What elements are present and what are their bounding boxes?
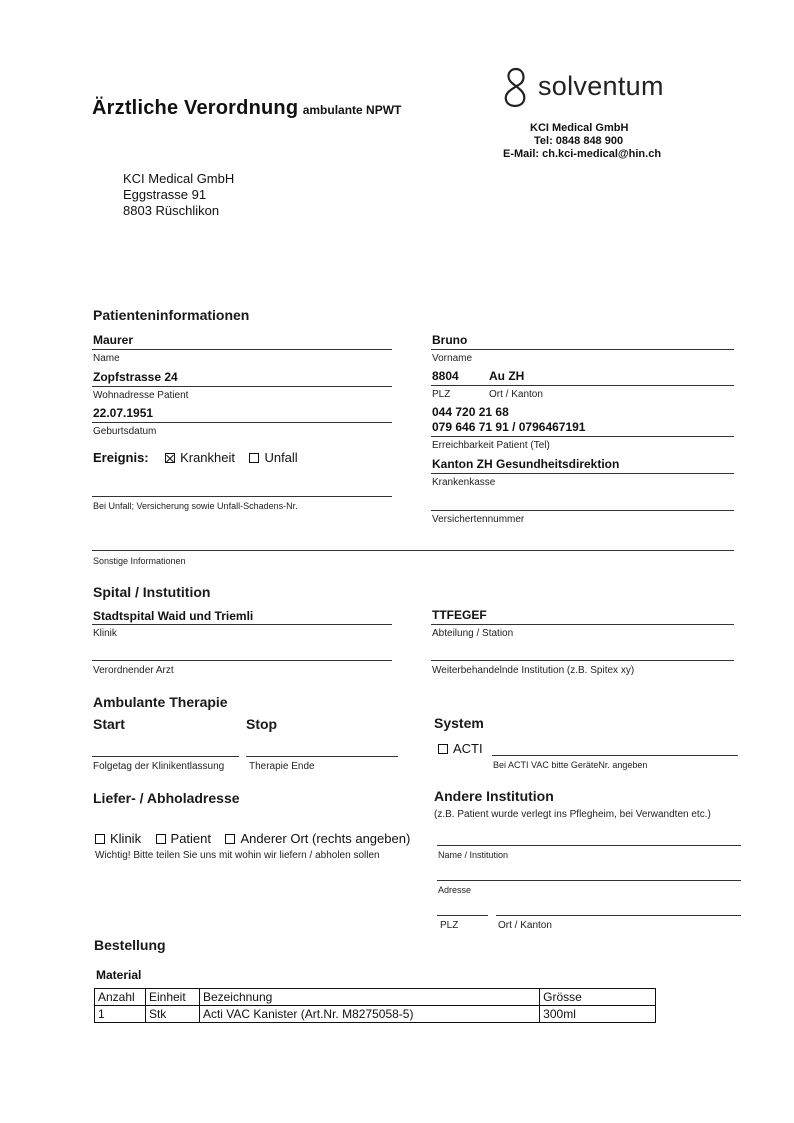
- other-institution-plz-label: PLZ: [440, 920, 459, 931]
- checkbox-patient[interactable]: [156, 834, 166, 844]
- insurance-value[interactable]: Kanton ZH Gesundheitsdirektion: [432, 457, 620, 471]
- divider: [92, 422, 392, 423]
- patient-address-label: Wohnadresse Patient: [93, 390, 189, 401]
- therapy-start-heading: Start: [93, 716, 125, 732]
- section-therapy: Ambulante Therapie: [93, 694, 228, 710]
- therapy-stop-heading: Stop: [246, 716, 278, 732]
- checkbox-krankheit-label: Krankheit: [180, 450, 235, 465]
- company-name: KCI Medical GmbH: [530, 122, 629, 134]
- other-info-label: Sonstige Informationen: [93, 556, 186, 566]
- section-patient-info: Patienteninformationen: [93, 307, 250, 323]
- checkbox-klinik[interactable]: [95, 834, 105, 844]
- divider: [92, 386, 392, 387]
- insurance-label: Krankenkasse: [432, 477, 496, 488]
- patient-dob-label: Geburtsdatum: [93, 426, 157, 437]
- patient-phone1-value[interactable]: 044 720 21 68: [432, 405, 509, 419]
- table-row: [95, 1006, 656, 1023]
- patient-address-value[interactable]: Zopfstrasse 24: [93, 370, 178, 384]
- checkbox-acti-label: ACTI: [453, 741, 483, 756]
- other-institution-ort-label: Ort / Kanton: [498, 920, 552, 931]
- patient-phone2-value[interactable]: 079 646 71 91 / 0796467191: [432, 420, 586, 434]
- other-info-field-line[interactable]: [92, 550, 734, 551]
- checkbox-other-location-label: Anderer Ort (rechts angeben): [240, 831, 411, 846]
- event-row: [93, 449, 298, 467]
- cell-bezeichnung[interactable]: Acti VAC Kanister (Art.Nr. M8275058-5): [199, 1006, 539, 1023]
- followup-institution-label: Weiterbehandelnde Institution (z.B. Spitex xy): [432, 665, 635, 676]
- column-header-bezeichnung: Bezeichnung: [199, 989, 539, 1006]
- section-order: Bestellung: [94, 937, 166, 953]
- checkbox-unfall-label: Unfall: [264, 450, 298, 465]
- divider: [431, 473, 734, 474]
- checkbox-unfall[interactable]: [249, 453, 259, 463]
- other-institution-name-label: Name / Institution: [438, 850, 509, 860]
- patient-plz-label: PLZ: [432, 389, 451, 400]
- document-subtitle: ambulante NPWT: [302, 103, 402, 117]
- therapy-start-field-line[interactable]: [92, 756, 239, 757]
- doctor-field-line[interactable]: [92, 660, 392, 661]
- accident-label: Bei Unfall; Versicherung sowie Unfall-Schadens-Nr.: [93, 501, 298, 511]
- patient-ort-value[interactable]: Au ZH: [489, 369, 525, 383]
- other-institution-note: (z.B. Patient wurde verlegt ins Pflegheim, bei Verwandten etc.): [434, 809, 711, 820]
- cell-einheit[interactable]: Stk: [145, 1006, 199, 1023]
- accident-field-line[interactable]: [92, 496, 392, 497]
- logo-text: solventum: [538, 71, 664, 101]
- column-header-anzahl: Anzahl: [95, 989, 146, 1006]
- other-institution-plz-line[interactable]: [437, 915, 488, 916]
- system-acti-row: [438, 740, 483, 758]
- followup-field-line[interactable]: [431, 660, 734, 661]
- divider: [431, 349, 734, 350]
- divider: [431, 624, 734, 625]
- divider: [431, 436, 734, 437]
- insured-number-label: Versichertennummer: [432, 514, 525, 525]
- recipient-name: KCI Medical GmbH: [123, 171, 235, 186]
- column-header-groesse: Grösse: [540, 989, 656, 1006]
- event-label: Ereignis:: [93, 450, 149, 465]
- delivery-options-row: [95, 830, 410, 848]
- patient-name-label: Name: [93, 353, 120, 364]
- patient-dob-value[interactable]: 22.07.1951: [93, 406, 154, 420]
- company-email: E-Mail: ch.kci-medical@hin.ch: [503, 148, 662, 160]
- section-delivery: Liefer- / Abholadresse: [93, 790, 240, 806]
- document-title: Ärztliche Verordnung: [92, 97, 299, 119]
- patient-ort-label: Ort / Kanton: [489, 389, 543, 400]
- clinic-label: Klinik: [93, 628, 117, 639]
- company-phone: Tel: 0848 848 900: [534, 135, 624, 147]
- therapy-stop-field-line[interactable]: [246, 756, 398, 757]
- material-table: [94, 988, 656, 1023]
- patient-firstname-value[interactable]: Bruno: [432, 333, 468, 347]
- column-header-einheit: Einheit: [145, 989, 199, 1006]
- solventum-logo-icon: [500, 66, 532, 110]
- therapy-start-label: Folgetag der Klinikentlassung: [93, 761, 225, 772]
- acti-device-number-line[interactable]: [492, 755, 738, 756]
- therapy-stop-label: Therapie Ende: [249, 761, 315, 772]
- acti-device-note: Bei ACTI VAC bitte GeräteNr. angeben: [493, 760, 648, 770]
- other-institution-name-line[interactable]: [437, 845, 741, 846]
- checkbox-klinik-label: Klinik: [110, 831, 142, 846]
- checkbox-krankheit[interactable]: [165, 453, 175, 463]
- other-institution-address-line[interactable]: [437, 880, 741, 881]
- clinic-value[interactable]: Stadtspital Waid und Triemli: [93, 609, 254, 623]
- delivery-note: Wichtig! Bitte teilen Sie uns mit wohin wir liefern / abholen sollen: [95, 850, 380, 861]
- patient-name-value[interactable]: Maurer: [93, 333, 134, 347]
- checkbox-other-location[interactable]: [225, 834, 235, 844]
- patient-plz-value[interactable]: 8804: [432, 369, 459, 383]
- checkbox-patient-label: Patient: [170, 831, 212, 846]
- patient-phone-label: Erreichbarkeit Patient (Tel): [432, 440, 550, 451]
- insured-number-field-line[interactable]: [431, 510, 734, 511]
- document-title-block: [92, 97, 401, 120]
- other-institution-ort-line[interactable]: [496, 915, 741, 916]
- divider: [431, 385, 734, 386]
- recipient-street: Eggstrasse 91: [123, 187, 207, 202]
- cell-groesse[interactable]: 300ml: [540, 1006, 656, 1023]
- department-value[interactable]: TTFEGEF: [432, 608, 487, 622]
- checkbox-acti[interactable]: [438, 744, 448, 754]
- other-institution-address-label: Adresse: [438, 885, 472, 895]
- recipient-city: 8803 Rüschlikon: [123, 203, 220, 218]
- department-label: Abteilung / Station: [432, 628, 514, 639]
- patient-firstname-label: Vorname: [432, 353, 473, 364]
- divider: [92, 624, 392, 625]
- section-hospital: Spital / Instutition: [93, 584, 211, 600]
- table-header-row: [95, 989, 656, 1006]
- divider: [92, 349, 392, 350]
- section-other-institution: Andere Institution: [434, 788, 554, 804]
- cell-anzahl[interactable]: 1: [95, 1006, 146, 1023]
- material-label: Material: [96, 968, 142, 982]
- doctor-label: Verordnender Arzt: [93, 665, 174, 676]
- section-system: System: [434, 715, 484, 731]
